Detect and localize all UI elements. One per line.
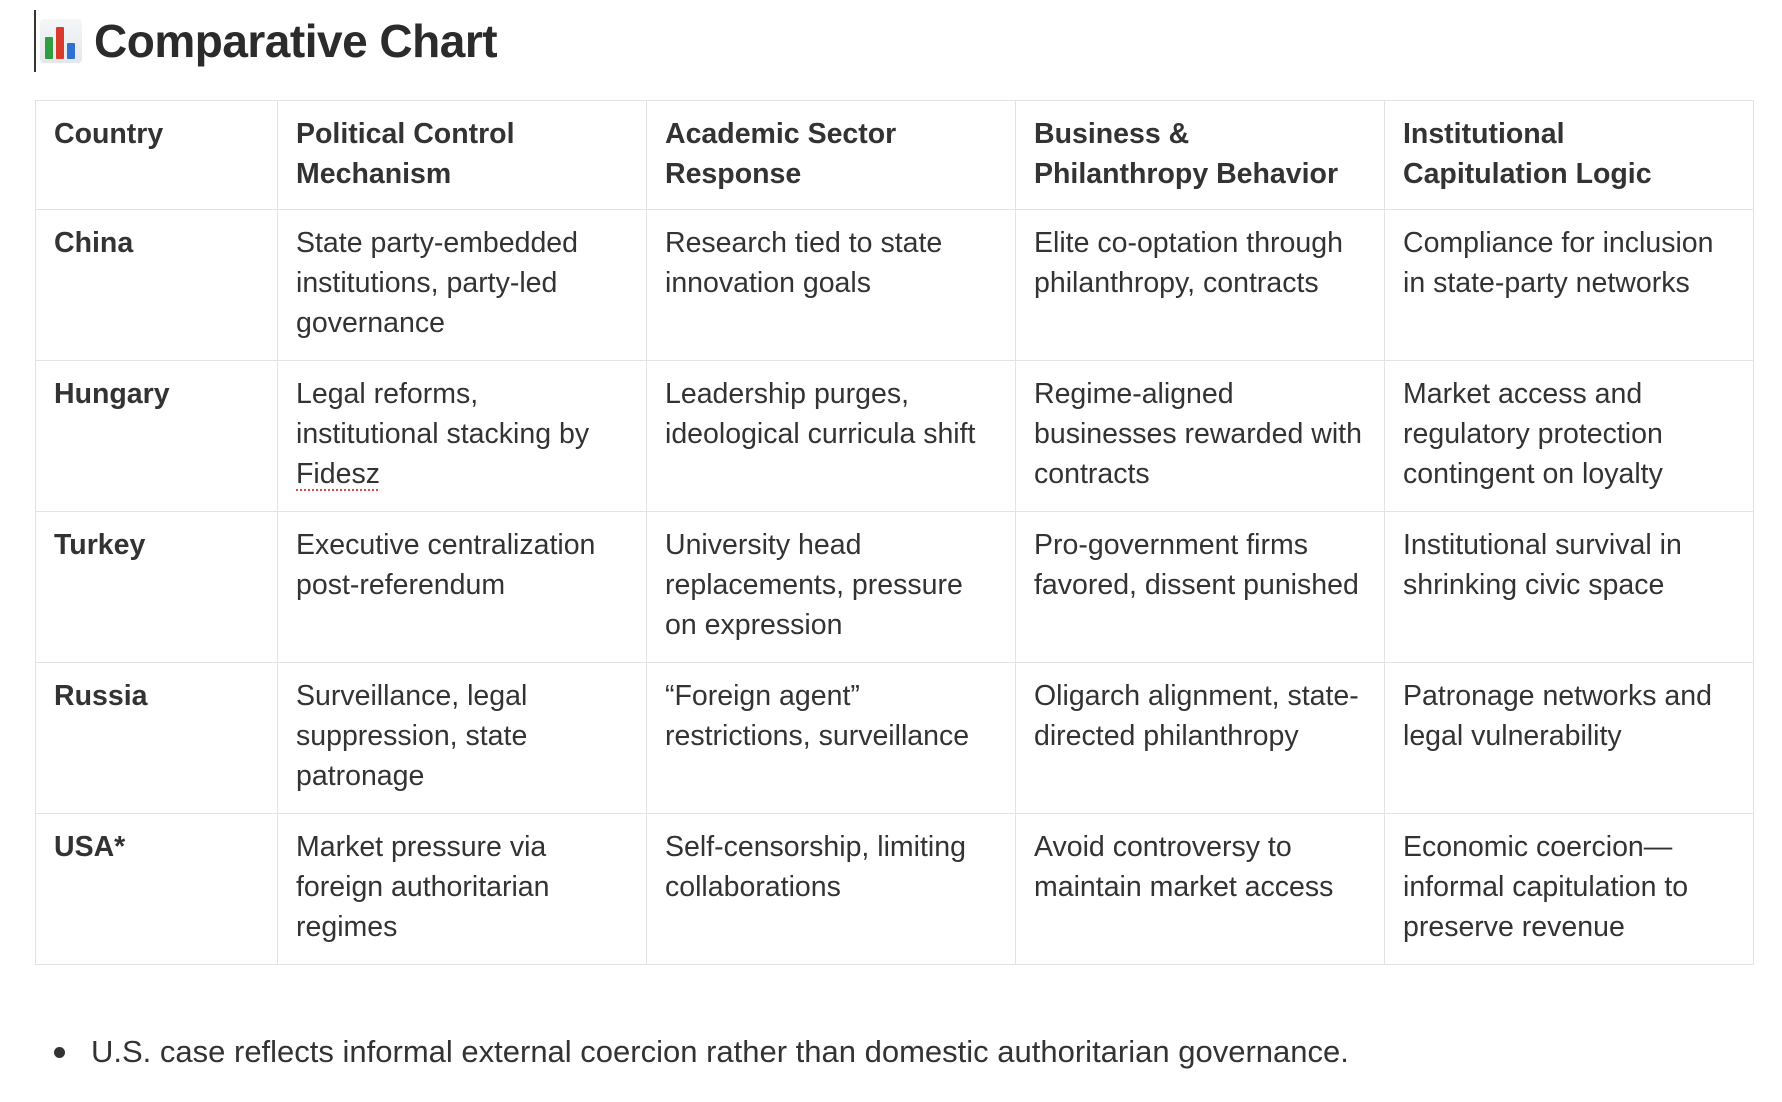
cell-business[interactable]: Oligarch alignment, state-directed philanthropy: [1016, 663, 1385, 814]
bar-chart-icon: [40, 19, 82, 63]
cell-political-text: Legal reforms, institutional stacking by: [296, 378, 590, 450]
table-row-russia: [36, 663, 1754, 814]
cell-business[interactable]: Avoid controversy to maintain market access: [1016, 814, 1385, 965]
cell-logic[interactable]: Compliance for inclusion in state-party networks: [1385, 210, 1754, 361]
spellcheck-word[interactable]: Fidesz: [296, 458, 380, 490]
bar-chart-icon-bar-red: [56, 27, 64, 59]
cell-country[interactable]: USA*: [36, 814, 278, 965]
header-business-philanthropy[interactable]: Business & Philanthropy Behavior: [1016, 101, 1385, 210]
cell-academic[interactable]: “Foreign agent” restrictions, surveillance: [647, 663, 1016, 814]
notes-list: [36, 1032, 1746, 1072]
cell-logic[interactable]: Economic coercion—informal capitulation to preserve revenue: [1385, 814, 1754, 965]
cell-country[interactable]: Turkey: [36, 512, 278, 663]
page-title: Comparative Chart: [94, 15, 498, 67]
cell-political[interactable]: [278, 361, 647, 512]
section-heading[interactable]: [34, 10, 1746, 72]
list-item[interactable]: [36, 1032, 1746, 1072]
cell-political[interactable]: Market pressure via foreign authoritarian regimes: [278, 814, 647, 965]
cell-country[interactable]: Russia: [36, 663, 278, 814]
note-text: U.S. case reflects informal external coercion rather than domestic authoritarian governance.: [91, 1034, 1349, 1069]
cell-academic[interactable]: Leadership purges, ideological curricula shift: [647, 361, 1016, 512]
cell-business[interactable]: Pro-government firms favored, dissent punished: [1016, 512, 1385, 663]
cell-political[interactable]: Executive centralization post-referendum: [278, 512, 647, 663]
cell-logic[interactable]: Market access and regulatory protection contingent on loyalty: [1385, 361, 1754, 512]
table-row-china: [36, 210, 1754, 361]
bullet-icon: [54, 1047, 65, 1058]
cell-logic[interactable]: Patronage networks and legal vulnerability: [1385, 663, 1754, 814]
table-row-hungary: [36, 361, 1754, 512]
comparison-table: [35, 100, 1754, 965]
header-political-control[interactable]: Political Control Mechanism: [278, 101, 647, 210]
header-capitulation-logic[interactable]: Institutional Capitulation Logic: [1385, 101, 1754, 210]
header-country[interactable]: Country: [36, 101, 278, 210]
cell-political[interactable]: State party-embedded institutions, party-led governance: [278, 210, 647, 361]
cell-business[interactable]: Elite co-optation through philanthropy, contracts: [1016, 210, 1385, 361]
header-academic-response[interactable]: Academic Sector Response: [647, 101, 1016, 210]
bar-chart-icon-bar-green: [45, 37, 53, 59]
cell-business[interactable]: Regime-aligned businesses rewarded with contracts: [1016, 361, 1385, 512]
cell-academic[interactable]: Research tied to state innovation goals: [647, 210, 1016, 361]
document-page: [36, 10, 1746, 1069]
cell-country[interactable]: Hungary: [36, 361, 278, 512]
table-row-turkey: [36, 512, 1754, 663]
table-row-usa: [36, 814, 1754, 965]
table-header-row: [36, 101, 1754, 210]
cell-academic[interactable]: University head replacements, pressure on expression: [647, 512, 1016, 663]
cell-country[interactable]: China: [36, 210, 278, 361]
cell-political[interactable]: Surveillance, legal suppression, state patronage: [278, 663, 647, 814]
cell-logic[interactable]: Institutional survival in shrinking civic space: [1385, 512, 1754, 663]
bar-chart-icon-bar-blue: [67, 43, 75, 59]
cell-academic[interactable]: Self-censorship, limiting collaborations: [647, 814, 1016, 965]
